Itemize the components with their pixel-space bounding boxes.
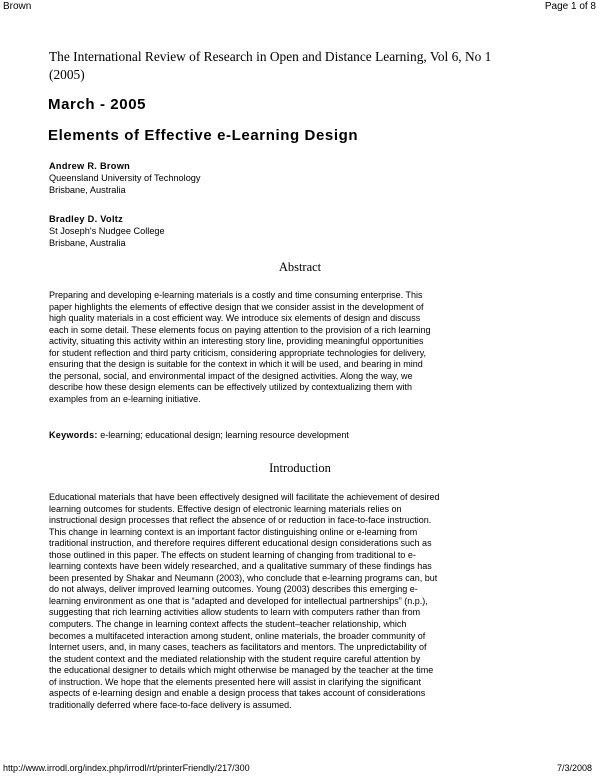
header-author: Brown bbox=[3, 1, 32, 12]
journal-citation bbox=[49, 48, 569, 84]
print-footer bbox=[0, 763, 600, 776]
print-header bbox=[0, 0, 600, 14]
intro-line: computers. The change in learning context affects the student–teacher relationship, which bbox=[49, 619, 407, 630]
intro-line: learning environment as one that is “adapted and developed for intellectual partnerships” (n.p.), bbox=[49, 595, 428, 606]
footer-date: 7/3/2008 bbox=[556, 763, 592, 773]
abstract-line: paper highlights the elements of effective design that we consider assist in the development of bbox=[49, 301, 424, 312]
abstract-body bbox=[49, 290, 549, 405]
intro-line: learning outcomes for students. Effective design of electronic learning materials relies on bbox=[49, 503, 402, 514]
keywords-text: e-learning; educational design; learning resource development bbox=[100, 430, 349, 440]
keywords bbox=[49, 430, 349, 440]
journal-line-2: (2005) bbox=[49, 67, 85, 82]
intro-line: This change in learning context is an important factor distinguishing online or e-learning from bbox=[49, 526, 418, 537]
intro-line: of instruction. We hope that the elements presented here will assist in clarifying the significant bbox=[49, 676, 422, 687]
intro-line: learning contexts have been widely researched, and a qualitative summary of these findings has bbox=[49, 561, 432, 572]
author-name: Bradley D. Voltz bbox=[49, 214, 124, 224]
author-block bbox=[49, 213, 349, 249]
intro-line: been presented by Shakar and Neumann (2003), who conclude that e-learning programs can, but bbox=[49, 572, 438, 583]
introduction-heading: Introduction bbox=[269, 461, 331, 475]
footer-url: http://www.irrodl.org/index.php/irrodl/rt/printerFriendly/217/300 bbox=[3, 763, 250, 773]
abstract-line: Preparing and developing e-learning materials is a costly and time consuming enterprise. This bbox=[49, 290, 423, 300]
journal-line-1: The International Review of Research in Open and Distance Learning, Vol 6, No 1 bbox=[49, 49, 492, 64]
author-location: Brisbane, Australia bbox=[49, 185, 126, 195]
keywords-label: Keywords: bbox=[49, 430, 98, 440]
abstract-heading: Abstract bbox=[278, 260, 322, 274]
intro-line: traditional instruction, and therefore requires different educational design considerations such as bbox=[49, 538, 432, 549]
issue-date: March - 2005 bbox=[48, 96, 147, 113]
abstract-line: activity, situating this activity within an interesting story line, providing meaningful opportunities bbox=[49, 336, 424, 347]
intro-line: becomes a multifaceted interaction among student, online materials, the broader community of bbox=[49, 630, 426, 641]
author-block bbox=[49, 160, 349, 196]
abstract-line: ensuring that the design is suitable for the context in which it will be used, and bearing in mind bbox=[49, 359, 423, 370]
intro-line: aspects of e-learning design and enable a design process that takes account of considerations bbox=[49, 688, 426, 699]
intro-line: Internet users, and, in many cases, teachers as facilitators and mentors. The unpredictability of bbox=[49, 642, 427, 653]
author-affiliation: St Joseph's Nudgee College bbox=[49, 226, 165, 236]
abstract-line: describe how these design elements can be effectively utilized by contextualizing them with bbox=[49, 382, 413, 393]
abstract-line: high quality materials in a cost efficient way. We introduce six elements of design and discuss bbox=[49, 313, 421, 324]
introduction-body bbox=[49, 492, 549, 711]
abstract-line: examples from an e-learning initiative. bbox=[49, 393, 201, 404]
header-page-number: Page 1 of 8 bbox=[544, 1, 596, 12]
intro-line: the educational designer to details which might otherwise be managed by the teacher at the time bbox=[49, 665, 434, 676]
intro-line: the student context and the mediated relationship with the student require careful attention by bbox=[49, 653, 421, 664]
author-location: Brisbane, Australia bbox=[49, 238, 126, 248]
abstract-line: the personal, social, and environmental impact of the designed activities. Along the way, we bbox=[49, 370, 413, 381]
intro-line: Educational materials that have been effectively designed will facilitate the achievement of desired bbox=[49, 492, 440, 502]
author-name: Andrew R. Brown bbox=[49, 161, 131, 171]
author-affiliation: Queensland University of Technology bbox=[49, 173, 201, 183]
intro-line: traditionally deferred where face-to-face delivery is assumed. bbox=[49, 699, 292, 710]
intro-line: suggesting that rich learning activities allow students to learn with computers rather than from bbox=[49, 607, 421, 618]
intro-line: do not always, deliver improved learning outcomes. Young (2003) describes this emerging e- bbox=[49, 584, 418, 595]
intro-line: instructional design processes that reflect the absence of or reduction in face-to-face instruction. bbox=[49, 515, 432, 526]
intro-line: those outlined in this paper. The effects on student learning of changing from traditional to e- bbox=[49, 549, 416, 560]
abstract-line: each in some detail. These elements focus on paying attention to the provision of a rich learning bbox=[49, 324, 431, 335]
abstract-line: for student reflection and third party criticism, considering appropriate technologies for delivery, bbox=[49, 347, 427, 358]
article-title: Elements of Effective e-Learning Design bbox=[48, 127, 359, 144]
